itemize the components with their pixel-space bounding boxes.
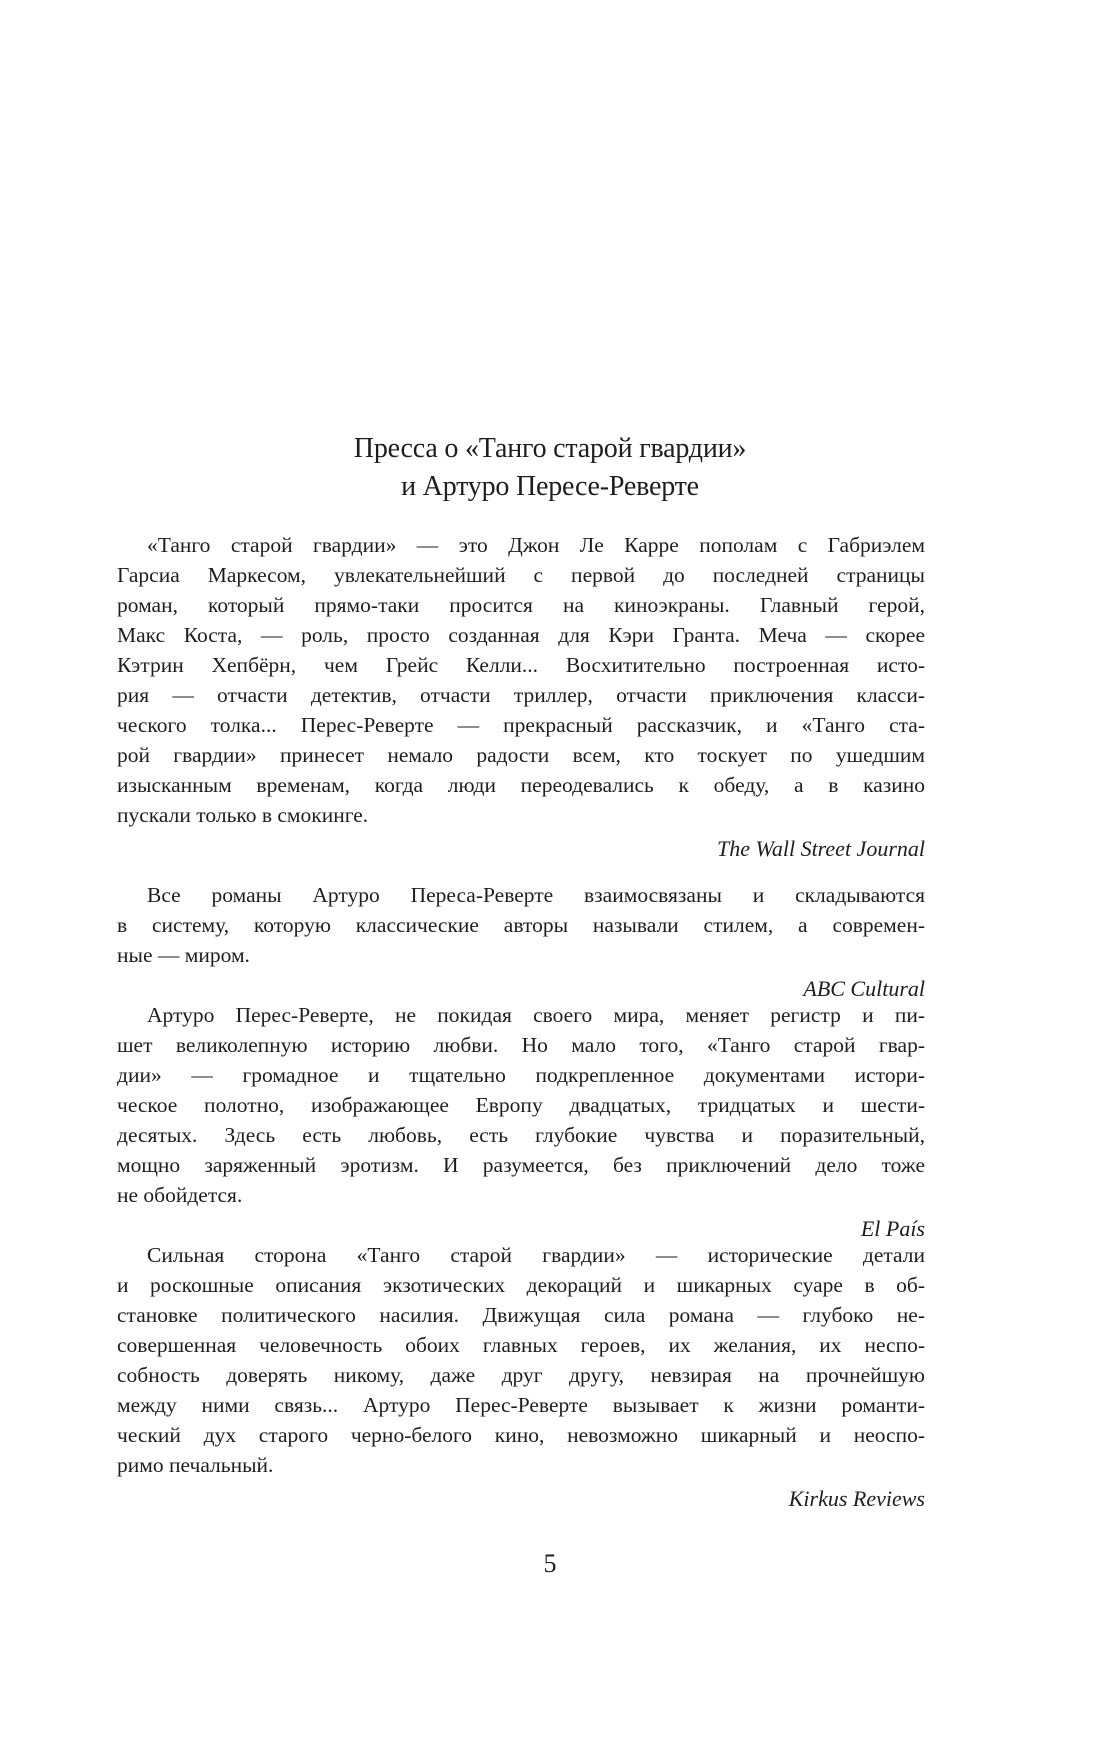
- review-source: El País: [860, 1216, 925, 1241]
- review-text-line: в систему, которую классические авторы называли стилем, а современ-: [117, 913, 925, 937]
- review-text-line: пускали только в смокинге.: [117, 803, 369, 827]
- review-source: Kirkus Reviews: [788, 1486, 925, 1511]
- review-text-line: Все романы Артуро Переса-Реверте взаимосвязаны и складываются: [147, 883, 925, 907]
- review-text-line: рой гвардии» принесет немало радости всем, кто тоскует по ушедшим: [117, 743, 925, 767]
- review-abc-cultural: [117, 880, 925, 1004]
- review-text-line: Артуро Перес-Реверте, не покидая своего мира, меняет регистр и пи-: [147, 1003, 925, 1027]
- review-text-line: Кэтрин Хепбёрн, чем Грейс Келли... Восхитительно построенная исто-: [117, 653, 925, 677]
- review-text-line: собность доверять никому, даже друг другу, невзирая на прочнейшую: [117, 1363, 925, 1387]
- page-title: [0, 430, 1100, 506]
- review-text-line: римо печальный.: [117, 1453, 274, 1477]
- review-source: The Wall Street Journal: [717, 836, 925, 861]
- review-text-line: рия — отчасти детектив, отчасти триллер, отчасти приключения класси-: [117, 683, 925, 707]
- review-text-line: ческий дух старого черно-белого кино, невозможно шикарный и неоспо-: [117, 1423, 925, 1447]
- title-line-2: и Артуро Пересе-Реверте: [401, 471, 699, 502]
- page-number: 5: [543, 1549, 557, 1578]
- review-text-line: шет великолепную историю любви. Но мало того, «Танго старой гвар-: [117, 1033, 925, 1057]
- review-text-line: не обойдется.: [117, 1183, 243, 1207]
- review-text-line: десятых. Здесь есть любовь, есть глубокие чувства и поразительный,: [117, 1123, 925, 1147]
- review-text-line: дии» — громадное и тщательно подкрепленное документами истори-: [117, 1063, 925, 1087]
- review-text-line: Гарсиа Маркесом, увлекательнейший с первой до последней страницы: [117, 563, 925, 587]
- review-source: ABC Cultural: [803, 976, 925, 1001]
- review-text-line: становке политического насилия. Движущая сила романа — глубоко не-: [117, 1303, 925, 1327]
- review-text-line: изысканным временам, когда люди переодевались к обеду, а в казино: [117, 773, 925, 797]
- review-text-line: ческое полотно, изображающее Европу двадцатых, тридцатых и шести-: [117, 1093, 925, 1117]
- review-kirkus-reviews: [117, 1240, 925, 1514]
- review-text-line: Сильная сторона «Танго старой гвардии» — исторические детали: [147, 1243, 925, 1267]
- review-text-line: ческого толка... Перес-Реверте — прекрасный рассказчик, и «Танго ста-: [117, 713, 925, 737]
- review-text-line: совершенная человечность обоих главных героев, их желания, их неспо-: [117, 1333, 925, 1357]
- review-text-line: роман, который прямо-таки просится на киноэкраны. Главный герой,: [117, 593, 925, 617]
- review-text-line: «Танго старой гвардии» — это Джон Ле Карре пополам с Габриэлем: [147, 533, 925, 557]
- review-text-line: между ними связь... Артуро Перес-Реверте вызывает к жизни романти-: [117, 1393, 925, 1417]
- review-el-pais: [117, 1000, 925, 1244]
- review-wall-street-journal: [117, 530, 925, 864]
- review-text-line: ные — миром.: [117, 943, 250, 967]
- review-text-line: и роскошные описания экзотических декораций и шикарных суаре в об-: [117, 1273, 925, 1297]
- review-text-line: мощно заряженный эротизм. И разумеется, без приключений дело тоже: [117, 1153, 925, 1177]
- review-text-line: Макс Коста, — роль, просто созданная для Кэри Гранта. Меча — скорее: [117, 623, 925, 647]
- title-line-1: Пресса о «Танго старой гвардии»: [353, 433, 747, 464]
